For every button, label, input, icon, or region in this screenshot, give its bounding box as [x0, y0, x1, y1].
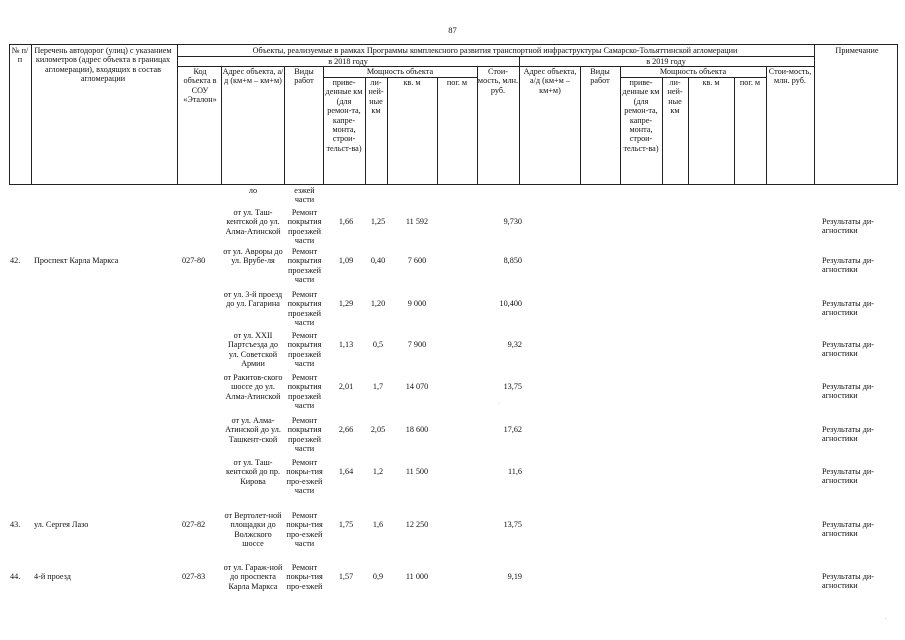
- row-5-note: Результаты ди-агностики: [822, 340, 874, 359]
- row-5-reduced: 1,13: [338, 340, 354, 349]
- row-8-sqm: 11 500: [405, 467, 429, 476]
- grid-line: [734, 77, 735, 185]
- row-4-address: от ул. 3-й проезд до ул. Гагарина: [223, 290, 283, 309]
- header-code: Код объекта в СОУ «Эталон»: [183, 67, 217, 105]
- scan-mark: ·: [498, 401, 500, 407]
- header-col-num: № п/п: [11, 46, 29, 65]
- row-2-reduced: 1,66: [338, 217, 354, 226]
- header-year-2019: в 2019 году: [646, 57, 686, 66]
- row-6-cost: 13,75: [503, 382, 522, 391]
- row-2-note: Результаты ди-агностики: [822, 217, 874, 236]
- header-cost-2019: Стои-мость, млн. руб.: [768, 67, 812, 86]
- header-work-types: Виды работ: [294, 67, 314, 86]
- scan-mark: .: [885, 615, 887, 621]
- row-3-road: Проспект Карла Маркса: [34, 256, 119, 265]
- row-4-note: Результаты ди-агностики: [822, 299, 874, 318]
- row-7-linear: 2,05: [370, 425, 386, 434]
- row-8-address: от ул. Таш-кентской до пр. Кирова: [225, 458, 280, 486]
- grid-line: [31, 44, 32, 185]
- row-5-cost: 9,32: [507, 340, 522, 349]
- row-6-reduced: 2,01: [338, 382, 354, 391]
- row-4-cost: 10,400: [499, 299, 522, 308]
- row-6-note: Результаты ди-агностики: [822, 382, 874, 401]
- row-9-linear: 1,6: [372, 520, 384, 529]
- row-10-reduced: 1,57: [338, 572, 354, 581]
- row-10-cost: 9,19: [507, 572, 522, 581]
- row-3-note: Результаты ди-агностики: [822, 256, 874, 275]
- grid-line: [897, 44, 898, 185]
- header-sq-m: кв. м: [403, 78, 421, 87]
- row-9-address: от Вертолет-ной площадки до Волжского шоссе: [224, 511, 282, 549]
- row-5-work: Ремонт покрытия проезжей части: [287, 331, 322, 369]
- row-3-cost: 8,850: [503, 256, 522, 265]
- row-5-linear: 0,5: [372, 340, 384, 349]
- row-9-cost: 13,75: [503, 520, 522, 529]
- row-9-sqm: 12 250: [405, 520, 429, 529]
- row-1-work: езжей части: [294, 186, 315, 205]
- header-pog-m-2019: пог. м: [739, 78, 761, 87]
- header-col-objects: Объекты, реализуемые в рамках Программы комплексного развития транспортной инфраструктуры Самарско-Тольяттинской агломерации: [252, 46, 738, 55]
- row-5-address: от ул. XXII Партсъезда до ул. Советской Армии: [227, 331, 278, 369]
- row-2-work: Ремонт покрытия проезжей части: [287, 208, 322, 246]
- header-address: Адрес объекта, а/д (км+м – км+м): [222, 67, 284, 86]
- row-10-road: 4-й проезд: [34, 572, 71, 581]
- grid-line: [437, 77, 438, 185]
- row-10-note: Результаты ди-агностики: [822, 572, 874, 591]
- row-8-note: Результаты ди-агностики: [822, 467, 874, 486]
- row-9-reduced: 1,75: [338, 520, 354, 529]
- row-7-sqm: 18 600: [405, 425, 429, 434]
- header-reduced-km-2019: приве-денные км (для ремон-та, капре-монта, строи-тельст-ва): [622, 78, 660, 153]
- row-3-address: от ул. Авроры до ул. Врубе-ля: [223, 247, 283, 266]
- row-7-cost: 17,62: [503, 425, 522, 434]
- row-7-address: от ул. Алма-Атинской до ул. Ташкент-ской: [225, 416, 281, 444]
- grid-line: [387, 77, 388, 185]
- header-linear-km: ли-ней-ные км: [368, 78, 384, 116]
- row-3-reduced: 1,09: [338, 256, 354, 265]
- row-8-reduced: 1,64: [338, 467, 354, 476]
- row-6-sqm: 14 070: [405, 382, 429, 391]
- row-9-work: Ремонт покры-тия про-езжей части: [286, 511, 323, 549]
- row-8-cost: 11,6: [507, 467, 522, 476]
- row-2-address: от ул. Таш-кентской до ул. Алма-Атинской: [225, 208, 281, 236]
- row-3-sqm: 7 600: [407, 256, 427, 265]
- header-cost: Стои-мость, млн. руб.: [477, 67, 519, 95]
- row-2-linear: 1,25: [370, 217, 386, 226]
- grid-line: [9, 44, 897, 45]
- header-reduced-km: приве-денные км (для ремон-та, капре-монта, строи-тельст-ва): [325, 78, 363, 153]
- row-10-num: 44.: [10, 572, 21, 581]
- row-4-sqm: 9 000: [407, 299, 427, 308]
- row-3-num: 42.: [10, 256, 21, 265]
- header-year-2018: в 2018 году: [328, 57, 368, 66]
- header-capacity: Мощность объекта: [366, 67, 434, 76]
- page-number: 87: [448, 25, 457, 35]
- grid-line: [9, 184, 897, 185]
- grid-line: [688, 77, 689, 185]
- row-9-road: ул. Сергея Лазо: [34, 520, 89, 529]
- row-2-sqm: 11 592: [405, 217, 429, 226]
- row-9-num: 43.: [10, 520, 21, 529]
- row-7-reduced: 2,66: [338, 425, 354, 434]
- row-7-work: Ремонт покрытия проезжей части: [287, 416, 322, 454]
- row-10-address: от ул. Гараж-ной до проспекта Карла Маркса: [223, 563, 283, 591]
- header-work-types-2019: Виды работ: [590, 67, 610, 86]
- header-linear-km-2019: ли-ней-ные км: [667, 78, 683, 116]
- row-9-note: Результаты ди-агностики: [822, 520, 874, 539]
- row-6-linear: 1,7: [372, 382, 384, 391]
- row-1-address: ло: [248, 186, 258, 195]
- header-sq-m-2019: кв. м: [702, 78, 720, 87]
- row-6-work: Ремонт покрытия проезжей части: [287, 373, 322, 411]
- grid-line: [814, 44, 815, 185]
- header-col-note: Примечание: [835, 46, 879, 55]
- header-pog-m: пог. м: [446, 78, 468, 87]
- row-10-linear: 0,9: [372, 572, 384, 581]
- grid-line: [9, 44, 10, 185]
- header-address-2019: Адрес объекта, а/д (км+м – км+м): [523, 67, 577, 95]
- row-6-address: от Ракитов-ского шоссе до ул. Алма-Атинской: [223, 373, 283, 401]
- row-4-work: Ремонт покрытия проезжей части: [287, 290, 322, 328]
- row-4-reduced: 1,29: [338, 299, 354, 308]
- row-5-sqm: 7 900: [407, 340, 427, 349]
- grid-line: [519, 66, 520, 185]
- row-8-linear: 1,2: [372, 467, 384, 476]
- row-3-linear: 0,40: [370, 256, 386, 265]
- row-10-code: 027-83: [182, 572, 206, 581]
- row-9-code: 027-82: [182, 520, 206, 529]
- row-4-linear: 1,20: [370, 299, 386, 308]
- row-10-sqm: 11 000: [405, 572, 429, 581]
- row-10-work: Ремонт покры-тия про-езжей: [286, 563, 323, 591]
- header-capacity-2019: Мощность объекта: [659, 67, 727, 76]
- row-7-note: Результаты ди-агностики: [822, 425, 874, 444]
- row-3-work: Ремонт покрытия проезжей части: [287, 247, 322, 285]
- header-col-list: Перечень автодорог (улиц) с указанием километров (адрес объекта в границах агломерации), входящих в состав агломерации: [34, 46, 172, 84]
- row-8-work: Ремонт покры-тия про-езжей части: [286, 458, 323, 496]
- row-3-code: 027-80: [182, 256, 206, 265]
- row-2-cost: 9,730: [503, 217, 522, 226]
